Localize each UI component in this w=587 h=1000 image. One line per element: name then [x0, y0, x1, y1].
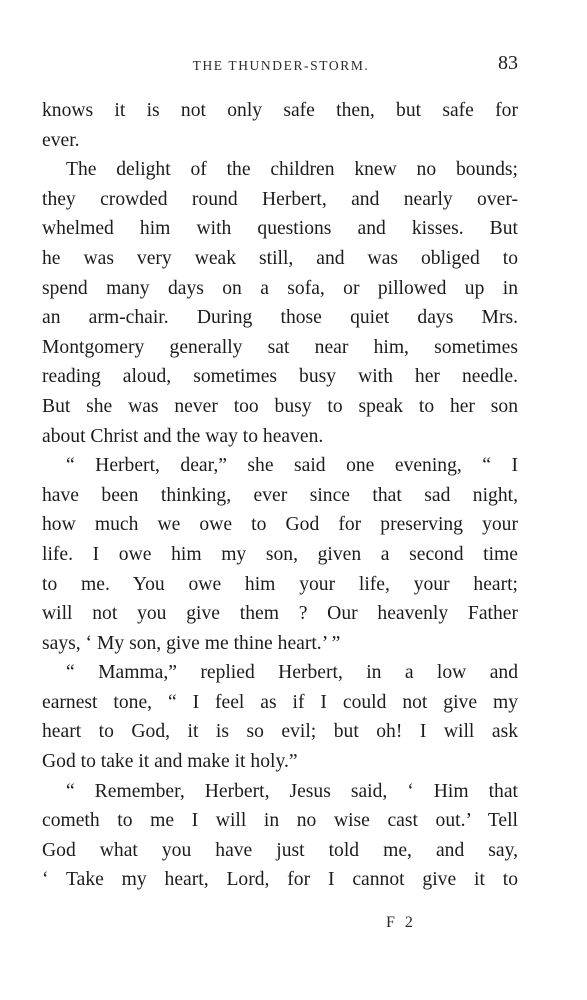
text-line: to me. You owe him your life, your heart; — [42, 573, 518, 595]
text-line: ‘ Take my heart, Lord, for I cannot give it to — [42, 869, 518, 891]
text-line: ever. — [42, 129, 80, 151]
text-line: reading aloud, sometimes busy with her needle. — [42, 366, 518, 388]
page-number: 83 — [498, 52, 518, 74]
running-title: THE THUNDER-STORM. — [192, 58, 370, 73]
text-line: earnest tone, “ I feel as if I could not give my — [42, 691, 518, 713]
text-line: whelmed him with questions and kisses. But — [42, 218, 518, 240]
text-line: cometh to me I will in no wise cast out.’ Tell — [42, 810, 518, 832]
text-line: The delight of the children knew no bounds; — [66, 159, 518, 181]
text-line: life. I owe him my son, given a second time — [42, 543, 518, 565]
text-line: “ Remember, Herbert, Jesus said, ‘ Him that — [66, 780, 518, 802]
text-line: “ Mamma,” replied Herbert, in a low and — [66, 662, 518, 684]
text-line: have been thinking, ever since that sad night, — [42, 484, 518, 506]
text-line: “ Herbert, dear,” she said one evening, “ I — [66, 455, 518, 477]
text-line: an arm-chair. During those quiet days Mrs. — [42, 307, 518, 329]
text-line: will not you give them ? Our heavenly Father — [42, 603, 518, 625]
text-line: knows it is not only safe then, but safe for — [42, 100, 518, 121]
text-line: God what you have just told me, and say, — [42, 839, 518, 861]
text-line: God to take it and make it holy.” — [42, 751, 298, 773]
text-line: But she was never too busy to speak to her son — [42, 395, 518, 417]
printer-signature-mark: F 2 — [386, 914, 416, 931]
text-line: about Christ and the way to heaven. — [42, 425, 324, 447]
text-line: he was very weak still, and was obliged to — [42, 247, 518, 269]
running-head — [42, 52, 520, 82]
text-line: spend many days on a sofa, or pillowed up in — [42, 277, 518, 299]
text-line: says, ‘ My son, give me thine heart.’ ” — [42, 632, 341, 654]
body-text — [42, 96, 518, 895]
text-line: heart to God, it is so evil; but oh! I will ask — [42, 721, 518, 743]
text-line: Montgomery generally sat near him, sometimes — [42, 336, 518, 358]
text-line: they crowded round Herbert, and nearly over- — [42, 188, 518, 210]
text-line: how much we owe to God for preserving your — [42, 514, 518, 536]
